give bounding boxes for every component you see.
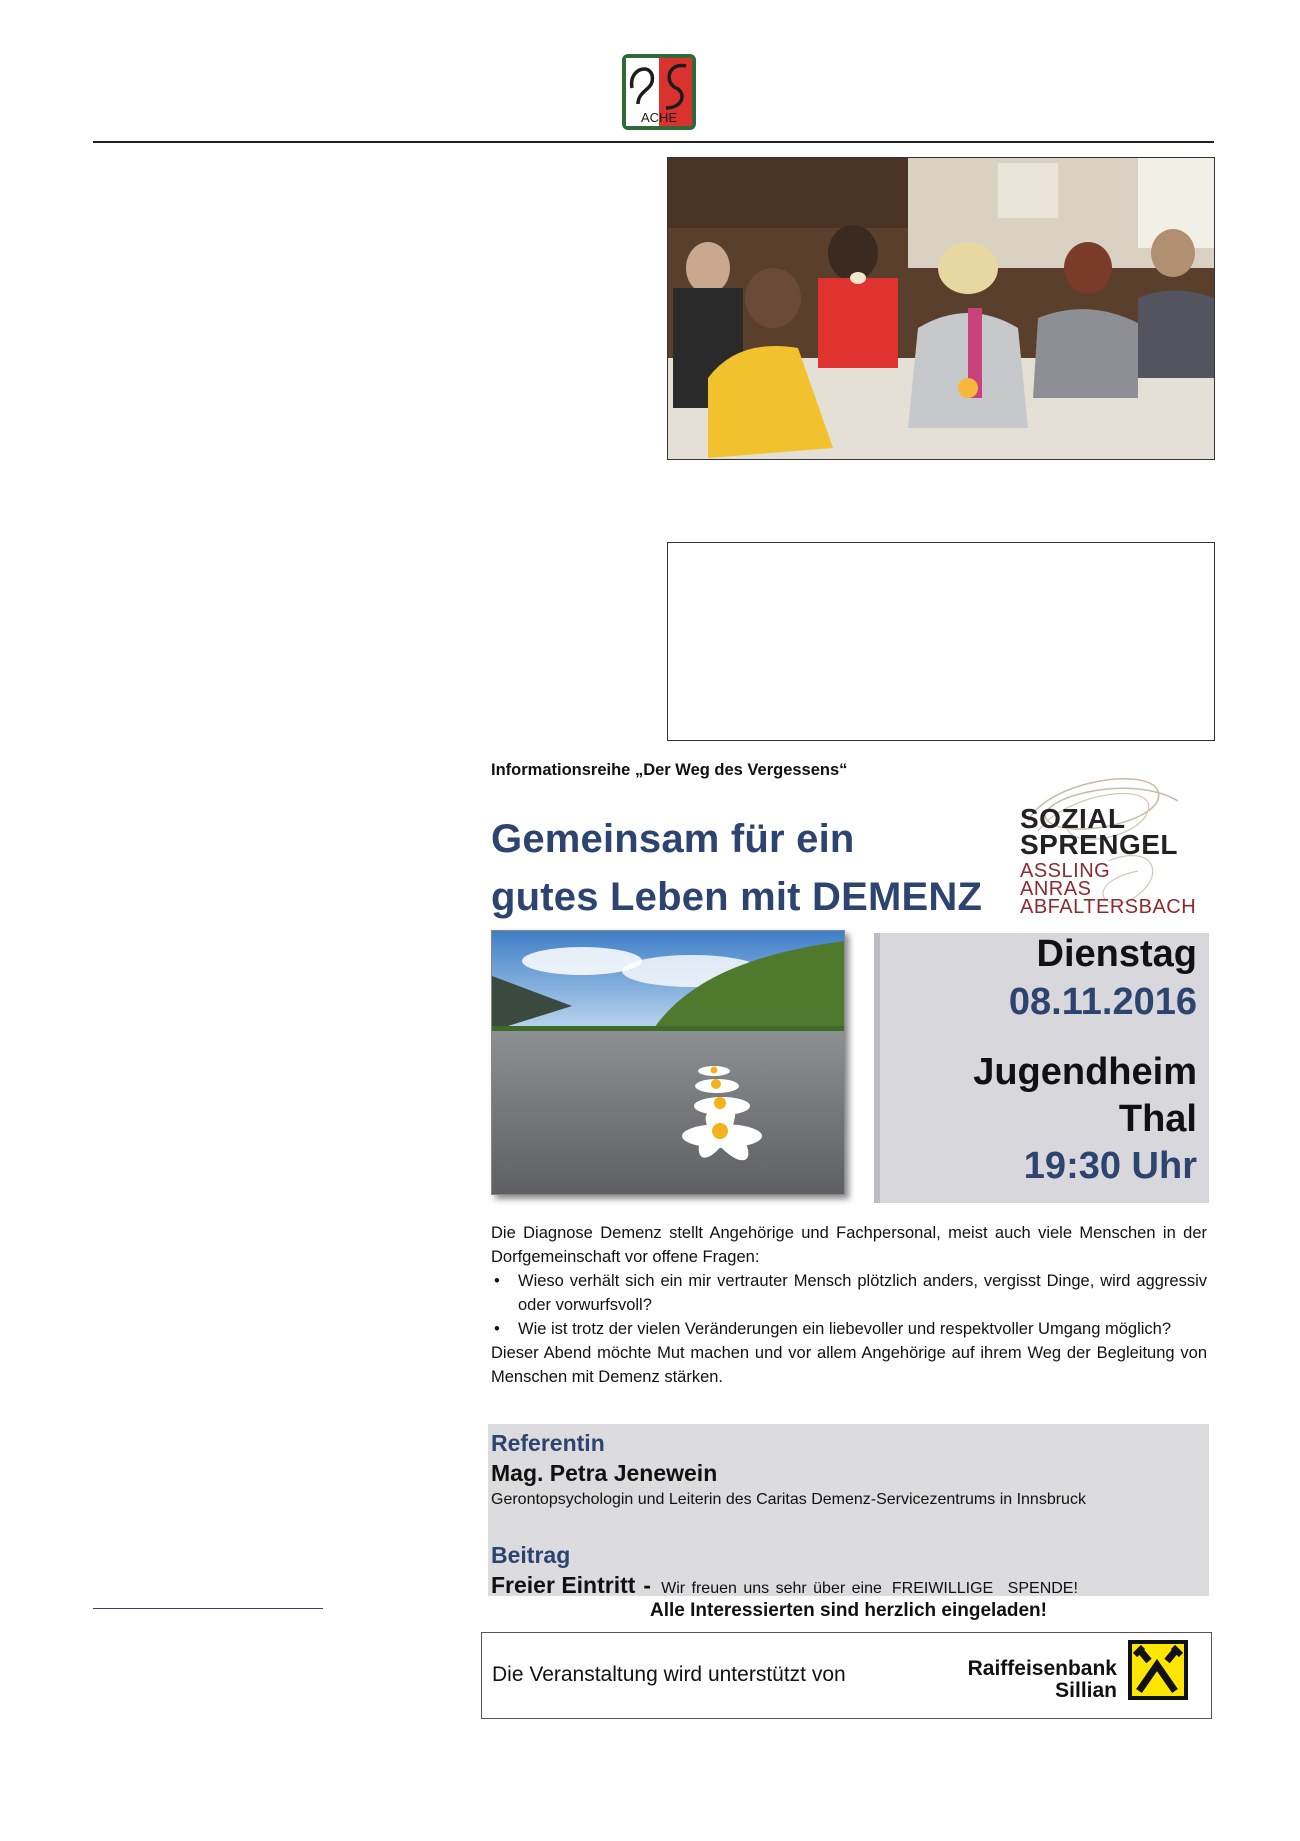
event-flyer: [488, 755, 1218, 1720]
sprengel-word: SPRENGEL: [1020, 829, 1179, 860]
fee-line: [491, 1572, 1078, 1599]
group-photo: [667, 157, 1215, 460]
question-item: • Wie ist trotz der vielen Veränderungen ein liebevoller und respektvoller Umgang möglich?: [518, 1317, 1207, 1341]
question-list: [491, 1269, 1207, 1341]
road-daisies-photo: [491, 930, 845, 1195]
fee-heading: Beitrag: [491, 1542, 571, 1568]
closing-paragraph: Dieser Abend möchte Mut machen und vor allem Angehörige auf ihrem Weg der Begleitung von Menschen mit Demenz stärken.: [491, 1344, 1207, 1386]
headline-line-2: gutes Leben mit DEMENZ: [491, 875, 983, 919]
event-day: Dienstag: [1036, 933, 1197, 975]
town-anras: ANRAS: [1020, 878, 1092, 900]
question-item: • Wieso verhält sich ein mir vertrauter Mensch plötzlich anders, vergisst Dinge, wird aggressiv oder vorwurfsvoll?: [518, 1269, 1207, 1317]
donation-caps: FREIWILLIGE SPENDE!: [891, 1580, 1078, 1597]
donation-note: Wir freuen uns sehr über eine: [661, 1580, 882, 1597]
bank-name: [947, 1658, 1117, 1702]
event-venue: Jugendheim: [973, 1051, 1197, 1093]
bank-name-line-1: Raiffeisenbank: [967, 1657, 1117, 1680]
event-time: 19:30 Uhr: [1023, 1145, 1197, 1187]
headline-line-1: Gemeinsam für ein: [491, 817, 855, 861]
sozialsprengel-logo: [1008, 761, 1218, 931]
series-title: Informationsreihe „Der Weg des Vergessens“: [491, 761, 848, 779]
speaker-heading: Referentin: [491, 1430, 605, 1456]
bank-name-line-2: Sillian: [1055, 1679, 1117, 1702]
intro-paragraph: Die Diagnose Demenz stellt Angehörige und Fachpersonal, meist auch viele Menschen in der Dorfgemeinschaft vor offene Fragen:: [491, 1224, 1207, 1266]
event-description: [491, 1221, 1207, 1389]
event-location: Thal: [1118, 1098, 1197, 1140]
speaker-description: Gerontopsychologin und Leiterin des Caritas Demenz-Servicezentrums in Innsbruck: [491, 1491, 1086, 1508]
speaker-fee-panel: [488, 1424, 1209, 1596]
sozial-word: SOZIAL: [1020, 803, 1126, 834]
sponsor-text: Die Veranstaltung wird unterstützt von: [492, 1663, 846, 1686]
speaker-name: Mag. Petra Jenewein: [491, 1460, 718, 1486]
invitation-line: Alle Interessierten sind herzlich eingeladen!: [649, 1600, 1047, 1621]
header-divider: [93, 141, 1214, 143]
empty-frame: [667, 542, 1215, 741]
town-abfaltersbach: ABFALTERSBACH: [1020, 896, 1197, 918]
fee-dash: -: [643, 1572, 652, 1598]
event-details-panel: [874, 933, 1209, 1203]
club-logo: [620, 52, 698, 132]
event-date: 08.11.2016: [1008, 981, 1197, 1023]
footnote-divider: [93, 1608, 323, 1609]
svg-text:ACHE: ACHE: [640, 110, 678, 125]
raiffeisen-gable-icon: [1127, 1639, 1189, 1701]
sponsor-box: [481, 1632, 1212, 1719]
free-entry: Freier Eintritt: [491, 1572, 636, 1598]
town-assling: ASSLING: [1020, 860, 1111, 882]
